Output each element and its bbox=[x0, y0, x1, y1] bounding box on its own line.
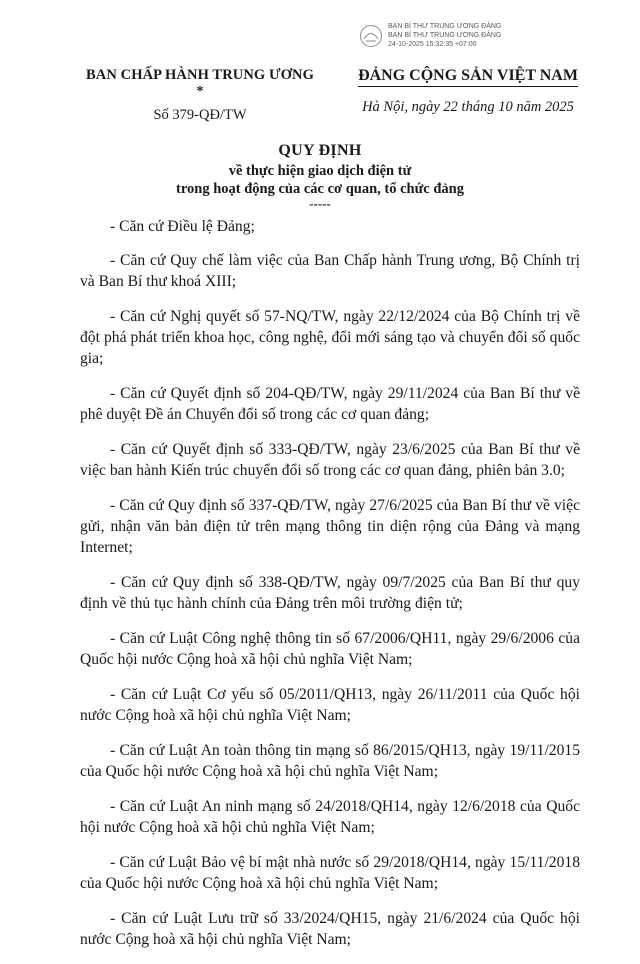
document-body bbox=[80, 216, 580, 964]
basis-paragraph: - Căn cứ Quy chế làm việc của Ban Chấp hành Trung ương, Bộ Chính trị và Ban Bí thư khoá XIII; bbox=[80, 252, 580, 290]
title-divider: ----- bbox=[309, 196, 331, 211]
basis-paragraph: - Căn cứ Luật An toàn thông tin mạng số 86/2015/QH13, ngày 19/11/2015 của Quốc hội nước Cộng hoà xã hội chủ nghĩa Việt Nam; bbox=[80, 742, 580, 780]
document-subtitle-line-1: về thực hiện giao dịch điện tử bbox=[228, 163, 412, 179]
basis-paragraph: - Căn cứ Luật Công nghệ thông tin số 67/2006/QH11, ngày 29/6/2006 của Quốc hội nước Cộng hoà xã hội chủ nghĩa Việt Nam; bbox=[80, 630, 580, 668]
document-number: Số 379-QĐ/TW bbox=[153, 107, 247, 123]
star-mark: * bbox=[196, 84, 204, 99]
basis-paragraph: - Căn cứ Điều lệ Đảng; bbox=[110, 218, 255, 235]
basis-paragraph: - Căn cứ Nghị quyết số 57-NQ/TW, ngày 22/12/2024 của Bộ Chính trị về đột phá phát triển khoa học, công nghệ, đổi mới sáng tạo và chuyển đổi số quốc gia; bbox=[80, 308, 580, 367]
basis-paragraph: - Căn cứ Quy định số 337-QĐ/TW, ngày 27/6/2025 của Ban Bí thư về việc gửi, nhận văn bản điện tử trên mạng thông tin diện rộng của Đảng và mạng Internet; bbox=[80, 497, 580, 556]
document-title-block bbox=[0, 142, 640, 209]
place-date: Hà Nội, ngày 22 tháng 10 năm 2025 bbox=[362, 99, 574, 115]
basis-paragraph: - Căn cứ Quy định số 338-QĐ/TW, ngày 09/7/2025 của Ban Bí thư quy định về thủ tục hành chính của Đảng trên môi trường điện tử; bbox=[80, 574, 580, 612]
party-seal-icon bbox=[358, 24, 384, 48]
basis-paragraph: - Căn cứ Quyết định số 204-QĐ/TW, ngày 29/11/2024 của Ban Bí thư về phê duyệt Đề án Chuyển đổi số trong các cơ quan đảng; bbox=[80, 385, 580, 423]
basis-paragraph: - Căn cứ Quyết định số 333-QĐ/TW, ngày 23/6/2025 của Ban Bí thư về việc ban hành Kiến trúc chuyển đổi số trong các cơ quan đảng, phiên bản 3.0; bbox=[80, 441, 580, 479]
basis-paragraph: - Căn cứ Luật Lưu trữ số 33/2024/QH15, ngày 21/6/2024 của Quốc hội nước Cộng hoà xã hội chủ nghĩa Việt Nam; bbox=[80, 910, 580, 948]
issuing-body: BAN CHẤP HÀNH TRUNG ƯƠNG bbox=[86, 67, 314, 83]
issuing-body-block bbox=[78, 67, 322, 124]
stamp-line-1: BAN BÍ THƯ TRUNG ƯƠNG ĐẢNG bbox=[388, 23, 502, 30]
party-name: ĐẢNG CỘNG SẢN VIỆT NAM bbox=[358, 67, 578, 87]
basis-paragraph: - Căn cứ Luật Bảo vệ bí mật nhà nước số 29/2018/QH14, ngày 15/11/2018 của Quốc hội nước Cộng hoà xã hội chủ nghĩa Việt Nam; bbox=[80, 854, 580, 892]
party-block bbox=[348, 67, 588, 116]
stamp-line-2: BAN BÍ THƯ TRUNG ƯƠNG ĐẢNG bbox=[388, 32, 502, 39]
basis-paragraph: - Căn cứ Luật Cơ yếu số 05/2011/QH13, ngày 26/11/2011 của Quốc hội nước Cộng hoà xã hội chủ nghĩa Việt Nam; bbox=[80, 686, 580, 724]
document-title: QUY ĐỊNH bbox=[278, 142, 362, 159]
basis-paragraph: - Căn cứ Luật An ninh mạng số 24/2018/QH14, ngày 12/6/2018 của Quốc hội nước Cộng hoà xã hội chủ nghĩa Việt Nam; bbox=[80, 798, 580, 836]
digital-signature-stamp bbox=[358, 22, 508, 52]
document-subtitle-line-2: trong hoạt động của các cơ quan, tổ chức đảng bbox=[176, 181, 464, 197]
stamp-timestamp: 24-10-2025 15:32:35 +07:00 bbox=[388, 41, 477, 48]
stamp-text bbox=[388, 22, 501, 49]
